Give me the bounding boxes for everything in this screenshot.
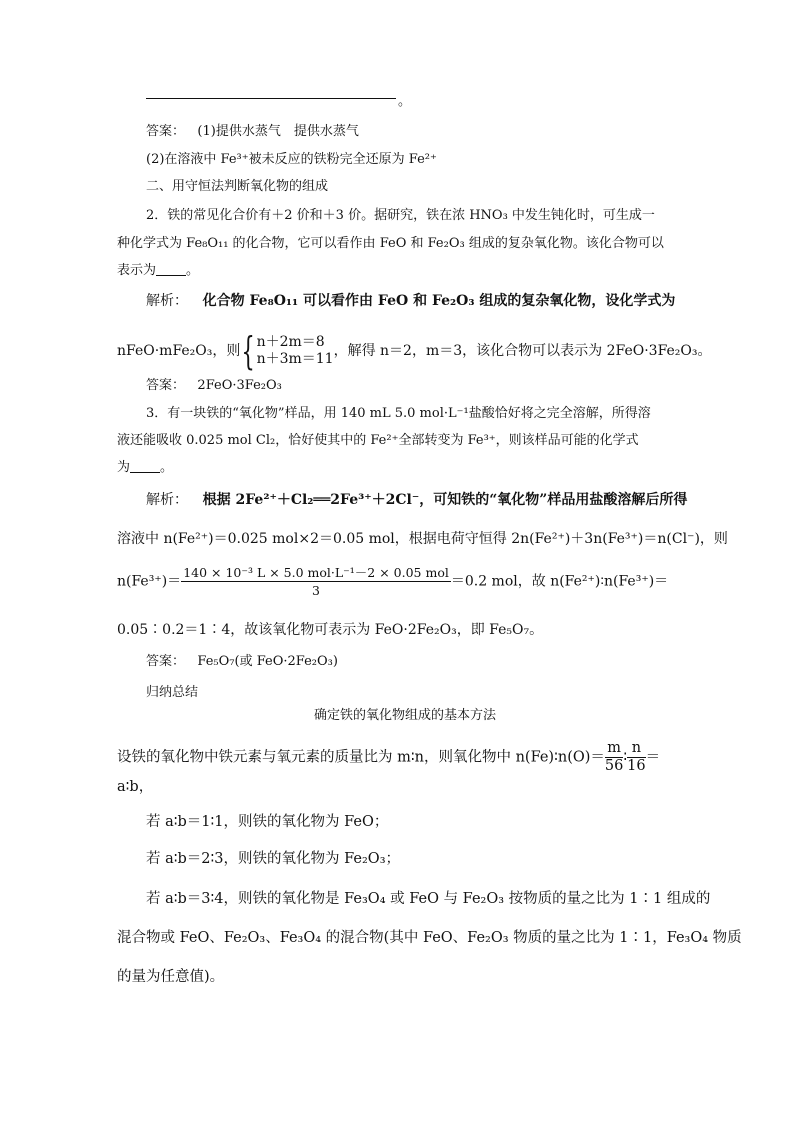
summary-line-6: 混合物或 FeO、Fe₂O₃、Fe₃O₄ 的混合物(其中 FeO、Fe₂O₃ 物质的量之比为 1∶1，Fe₃O₄ 物质 [117, 930, 742, 946]
analysis-3-line-1: 解析： 根据 2Fe²⁺＋Cl₂══2Fe³⁺＋2Cl⁻，可知铁的“氧化物”样品用盐酸溶解后所得 [146, 492, 688, 508]
fraction-m-56: $\frac{m}{56}$ [604, 740, 624, 774]
analysis-3-line-2: 溶液中 n(Fe²⁺)＝0.025 mol×2＝0.05 mol，根据电荷守恒得 2n(Fe²⁺)＋3n(Fe³⁺)＝n(Cl⁻)，则 [117, 531, 728, 547]
blank-period: 。 [398, 94, 412, 109]
question-3-line-3: 为 。 [117, 460, 174, 475]
analysis-label: 解析： [146, 492, 188, 508]
summary-line-7: 的量为任意值)。 [117, 969, 225, 985]
question-2-line-3: 表示为 。 [117, 263, 200, 278]
answer-1 [146, 125, 359, 138]
analysis-3-line-4: 0.05∶0.2＝1∶4，故该氧化物可表示为 FeO·2Fe₂O₃，即 Fe₅O₇。 [117, 622, 544, 638]
fraction: $\frac{\text{140 × 10⁻³ L × 5.0 mol·L⁻¹－2 × 0.05 mol}}{3}$ [183, 565, 449, 598]
summary-title: 确定铁的氧化物组成的基本方法 [314, 708, 497, 723]
fill-blank [156, 275, 186, 276]
analysis-2-line-1: 解析： 化合物 Fe₈O₁₁ 可以看作由 FeO 和 Fe₂O₃ 组成的复杂氧化物，设化学式为 [146, 293, 676, 309]
fill-blank [130, 472, 160, 473]
question-2-line-2: 种化学式为 Fe₈O₁₁ 的化合物，它可以看作由 FeO 和 Fe₂O₃ 组成的复杂氧化物。该化合物可以 [117, 236, 664, 251]
equation-system: n＋2m＝8 n＋3m＝11 [256, 334, 334, 367]
summary-line-1: 设铁的氧化物中铁元素与氧元素的质量比为 m∶n，则氧化物中 n(Fe)∶n(O)＝ $\frac{m}{56}$ ∶ $\frac{n}{16}$ ＝ [117, 740, 661, 774]
equation-brace: { [241, 329, 256, 373]
summary-line-3: 若 a∶b＝1∶1，则铁的氧化物为 FeO； [146, 814, 389, 830]
analysis-3-line-3: n(Fe³⁺)＝ $\frac{\text{140 × 10⁻³ L × 5.0 mol·L⁻¹－2 × 0.05 mol}}{3}$ ＝0.2 mol，故 n(Fe²⁺)∶n(Fe³⁺)＝ [117, 565, 669, 598]
answer-text: (1)提供水蒸气 提供水蒸气 [197, 124, 359, 139]
question-3-line-2: 液还能吸收 0.025 mol Cl₂，恰好使其中的 Fe²⁺全部转变为 Fe³⁺，则该样品可能的化学式 [117, 433, 639, 448]
answer-label: 答案： [146, 124, 186, 139]
question-2-line-1: 2．铁的常见化合价有＋2 价和＋3 价。据研究，铁在浓 HNO₃ 中发生钝化时，可生成一 [146, 208, 655, 223]
answer-1-line-2: (2)在溶液中 Fe³⁺被未反应的铁粉完全还原为 Fe²⁺ [146, 152, 437, 167]
answer-blank-line [146, 98, 396, 99]
section-2-title: 二、用守恒法判断氧化物的组成 [146, 179, 329, 194]
summary-label: 归纳总结 [146, 685, 199, 700]
summary-line-2: a∶b， [117, 779, 154, 795]
analysis-2-line-2: nFeO·mFe₂O₃，则{ n＋2m＝8 n＋3m＝11 ，解得 n＝2，m＝3，该化合物可以表示为 2FeO·3Fe₂O₃。 [117, 329, 712, 373]
analysis-label: 解析： [146, 293, 188, 309]
summary-line-5: 若 a∶b＝3∶4，则铁的氧化物是 Fe₃O₄ 或 FeO 与 Fe₂O₃ 按物质的量之比为 1∶1 组成的 [146, 891, 711, 907]
summary-line-4: 若 a∶b＝2∶3，则铁的氧化物为 Fe₂O₃； [146, 851, 401, 867]
fraction-n-16: $\frac{n}{16}$ [627, 740, 646, 774]
answer-2: 答案： 2FeO·3Fe₂O₃ [146, 378, 282, 393]
answer-3: 答案： Fe₅O₇(或 FeO·2Fe₂O₃) [146, 654, 338, 669]
question-3-line-1: 3．有一块铁的“氧化物”样品，用 140 mL 5.0 mol·L⁻¹盐酸恰好将之完全溶解，所得溶 [146, 406, 651, 421]
